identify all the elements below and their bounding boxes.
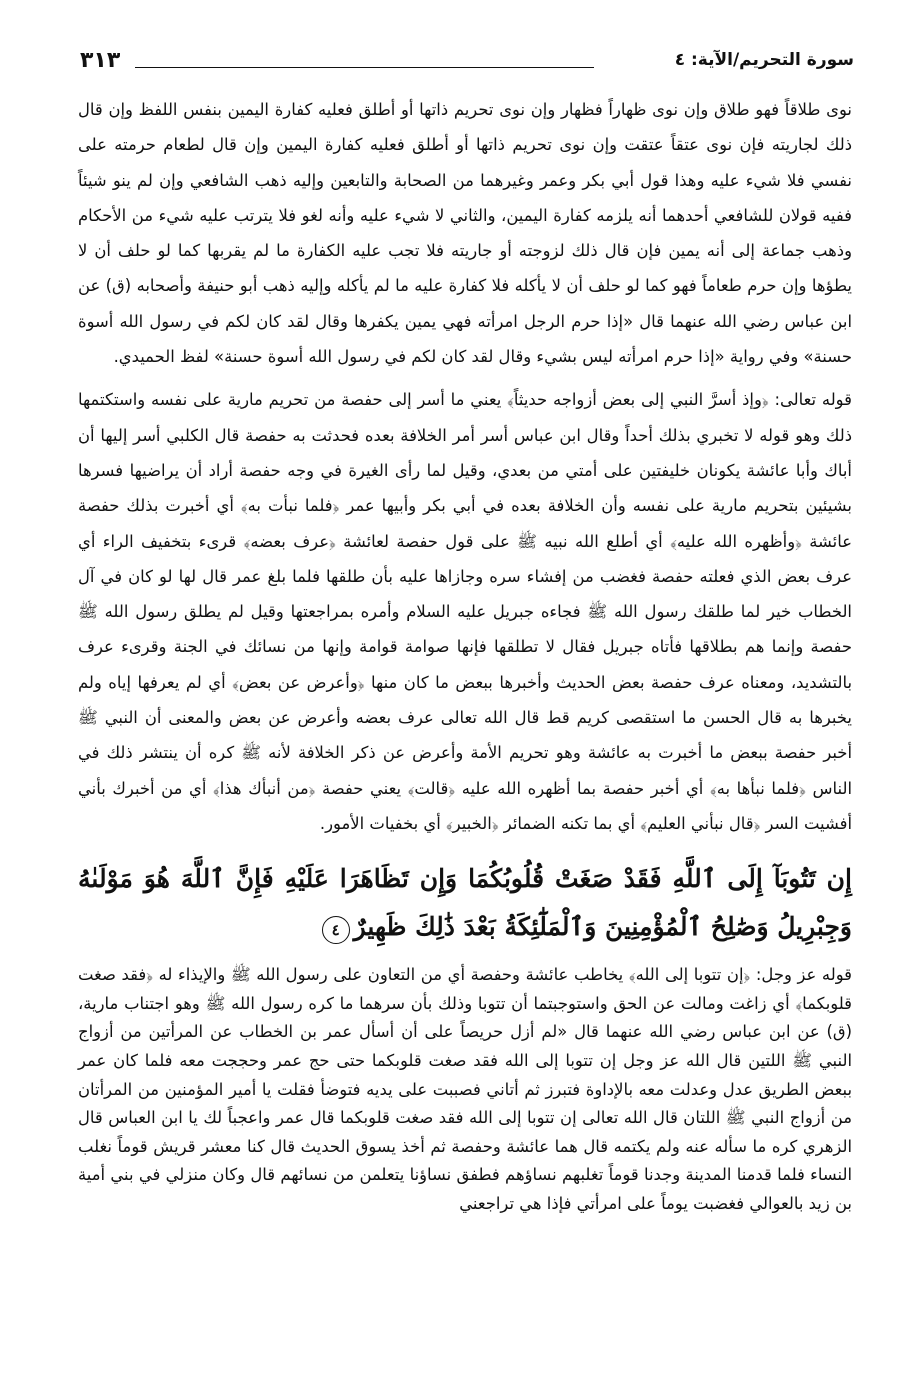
- verse-text: إِن تَتُوبَآ إِلَى ٱللَّهِ فَقَدْ صَغَتْ قُلُوبُكُمَا وَإِن تَظَاهَرَا عَلَيْهِ فَإِنَّ ٱللَّهَ هُوَ مَوْلَىٰهُ وَجِبْرِيلُ وَصَٰلِحُ ٱلْمُؤْمِنِينَ وَٱلْمَلَٰٓئِكَةُ بَعْدَ ذَٰلِكَ ظَهِيرٌ: [78, 864, 852, 942]
- text-line: قوله عز وجل: ﴿إن تتوبا إلى الله﴾ يخاطب عائشة وحفصة أي من التعاون على رسول الله ﷺ والإيذاء له: [153, 965, 852, 985]
- text-line: قرىء بتخفيف الراء أي عرف بعض الذي فعلته حفصة فغضب من إفشاء سره وجازاها عليه بأن طلقها فلما بلغ: [78, 531, 852, 586]
- page-body: [78, 92, 852, 1219]
- quran-verse: [78, 855, 852, 951]
- text-line: ﴿وأعرض عن بعض﴾ أي لم يعرفها إياه ولم يخبرها به قال الحسن ما استقصى كريم قط قال الله تعالى عرف: [78, 672, 852, 728]
- text-line: المؤمنين من المرأتان من أزواج النبي ﷺ اللتان قال الله تعالى إن تتوبا إلى الله فقد صغت قلوبكما قال عمر: [78, 1079, 852, 1128]
- page-header: [80, 50, 854, 80]
- text-line: أي أخبرت بذلك حفصة عائشة ﴿وأظهره الله عليه﴾ أي أطلع الله نبيه ﷺ على قول حفصة لعائشة ﴿عرف بعضه﴾: [78, 496, 852, 551]
- text-line: ﴿قالت﴾ يعني حفصة ﴿من أنبأك هذا﴾ أي من أخبرك بأني أفشيت السر ﴿قال نبأني العليم﴾ أي بما تكنه الضمائر: [78, 778, 852, 833]
- text-line: على نفسي فلا شيء عليه وهذا قول أبي بكر وعمر وغيرهما من الصحابة والتابعين وإليه ذهب الشافعي وإن لم: [78, 135, 852, 190]
- text-line: نسائك في الجنة وقرىء عرف بالتشديد، ومعناه عرف حفصة بعض الحديث وأخبرها ببعض ما كان منها: [78, 637, 853, 692]
- commentary-paragraph: [78, 92, 852, 374]
- commentary-paragraph: [78, 961, 852, 1218]
- text-line: بعضه وأعرض عن بعض والمعنى أن النبي ﷺ أخبر حفصة ببعض ما أخبرت به عائشة وهو تحريم الأمة وأعرض: [78, 708, 852, 763]
- surah-title: سورة التحريم/الآية: ٤: [674, 50, 854, 70]
- text-line: وهو اجتناب مارية، (ق) عن ابن عباس رضي الله عنهما قال «لم أزل حريصاً على أن أسأل عمر بن الخطاب عن: [78, 993, 852, 1042]
- text-line: حنيفة وأصحابه (ق) عن ابن عباس رضي الله عنهما قال «إذا حرم الرجل امرأته فهي يمين يكفرها وقال لقد كان: [78, 276, 853, 331]
- text-line: واستكتمها ذلك وهو قوله لا تخبري بذلك أحداً وقال ابن عباس أسر أمر الخلافة بعده فحدثت به حفصة قال: [78, 390, 852, 445]
- text-line: يتعلمن من نسائهم قال وكان منزلي في بني أمية بن زيد بالعوالي فغضبت يوماً على امرأتي فإذا هي تراجعني: [78, 1165, 852, 1213]
- text-line: عن ذكر الخلافة لأنه ﷺ كره أن ينتشر ذلك في الناس ﴿فلما نبأها به﴾ أي أخبر حفصة بما أظهره الله عليه: [78, 743, 852, 798]
- text-line: حسنة» لفظ الحميدي.: [113, 347, 263, 367]
- commentary-paragraph: [78, 382, 852, 841]
- text-line: وقيل لم يطلق رسول الله ﷺ حفصة وإنما هم بطلاقها فأتاه جبريل فقال لا تطلقها فإنها صوامة قوامة وإنها من: [78, 602, 852, 657]
- text-line: واعجباً لك يا ابن العباس قال الزهري كره ما سأله عنه ولم يكتمه قال هما عائشة وحفصة ثم أخذ يسوق: [78, 1108, 852, 1156]
- text-line: لكم في رسول الله أسوة حسنة» وفي رواية «إذا حرم امرأته ليس بشيء وقال لقد كان لكم في رسول الله أسوة: [78, 311, 852, 367]
- text-line: قوله تعالى: ﴿وإذ أسرَّ النبي إلى بعض أزواجه حديثاً﴾ يعني ما أسر إلى حفصة من تحريم مارية على نفسه: [145, 390, 852, 410]
- page-number: ٣١٣: [80, 48, 121, 73]
- text-line: أراد أن يراضيها فسرها بشيئين بتحريم مارية على نفسه وأن الخلافة بعده في أبي بكر وأبيها عمر ﴿فلما نبأت به﴾: [78, 460, 852, 516]
- text-line: ﴿الخبير﴾ أي بخفيات الأمور.: [319, 813, 499, 833]
- text-line: لو حلف أن لا يطؤها وإن حرم طعاماً فهو كما لو حلف أن لا يأكله فلا كفارة عليه ما لم يأكله وإليه ذهب أبو: [78, 241, 852, 296]
- header-rule: [135, 67, 594, 68]
- ayah-number-marker: ٤: [322, 916, 350, 944]
- text-line: من الأحكام وذهب جماعة إلى أنه يمين فإن قال ذلك لزوجته أو جاريته فلا تجب عليه الكفارة ما لم يقربها كما: [78, 205, 852, 261]
- text-line: معه فلما كان عمر ببعض الطريق عدل وعدلت معه بالإداوة فتبرز ثم أتاني فصببت على يديه فتوضأ فقلت يا أمير: [78, 1051, 853, 1099]
- text-line: ينو شيئاً ففيه قولان للشافعي أحدهما أنه يلزمه كفارة اليمين، والثاني لا شيء عليه وأنه لغو فلا يترتب عليه شيء: [78, 170, 852, 225]
- text-line: الكلبي أسر إليها أن أباك وأبا عائشة يكونان خليفتين على أمتي من بعدي، وقيل لما رأى الغيرة في وجه حفصة: [78, 425, 852, 480]
- text-line: قال ذلك لجاريته فإن نوى عتقاً عتقت وإن نوى تحريم ذاتها أو أطلق فعليه كفارة اليمين وإن قال لطعام حرمته: [78, 100, 852, 155]
- text-line: عمر قال لها لو كان في آل الخطاب خير لما طلقك رسول الله ﷺ فجاءه جبريل عليه السلام وأمره بمراجعتها: [78, 566, 852, 622]
- text-line: ﴿فقد صغت قلوبكما﴾ أي زاغت ومالت عن الحق واستوجبتما أن تتوبا وذلك بأن سرهما ما كره رسول الله ﷺ: [78, 965, 852, 1013]
- text-line: نوى طلاقاً فهو طلاق وإن نوى ظهاراً فظهار وإن نوى تحريم ذاتها أو أطلق فعليه كفارة اليمين بنفس اللفظ وإن: [102, 100, 852, 119]
- text-line: المرأتين من أزواج النبي ﷺ اللتين قال الله عز وجل إن تتوبا إلى الله فقد صغت قلوبكما حتى حج عمر وحججت: [78, 1022, 852, 1071]
- text-line: الحديث قال كنا معشر قريش قوماً نغلب النساء فلما قدمنا المدينة وجدنا قوماً تغلبهم نساؤهم فطفق نساؤنا: [78, 1136, 852, 1185]
